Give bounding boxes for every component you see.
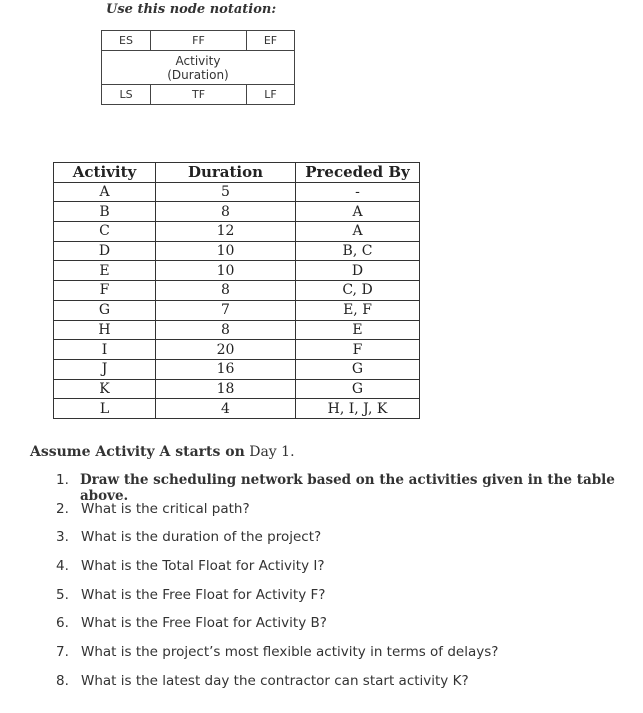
cell-preceded-by: E, F [296,300,420,320]
duration-label: (Duration) [167,67,229,82]
header-preceded-by: Preceded By [296,163,420,183]
question-text: What is the project’s most flexible activity in terms of delays? [81,644,499,661]
intro-text [30,444,295,460]
question-item [56,558,643,587]
question-item [56,615,643,644]
question-number: 3. [56,529,69,546]
question-number: 8. [56,672,69,689]
cell-preceded-by: C, D [296,281,420,301]
table-row [54,241,420,261]
table-row [54,300,420,320]
cell-activity: H [54,320,156,340]
cell-preceded-by: G [296,359,420,379]
es-label: ES [102,31,151,50]
cell-activity: G [54,300,156,320]
table-header-row [54,163,420,183]
cell-duration: 7 [156,300,296,320]
cell-activity: L [54,399,156,419]
ls-label: LS [102,85,151,104]
cell-duration: 10 [156,261,296,281]
table-row [54,399,420,419]
table-row [54,281,420,301]
cell-preceded-by: A [296,222,420,242]
cell-activity: B [54,202,156,222]
cell-duration: 4 [156,399,296,419]
notation-title: Use this node notation: [106,2,277,17]
cell-preceded-by: D [296,261,420,281]
table-row [54,222,420,242]
cell-activity: F [54,281,156,301]
question-item [56,644,643,673]
cell-preceded-by: E [296,320,420,340]
question-number: 2. [56,500,69,517]
activity-table [53,162,420,419]
cell-duration: 12 [156,222,296,242]
cell-activity: K [54,379,156,399]
cell-activity: E [54,261,156,281]
cell-preceded-by: H, I, J, K [296,399,420,419]
question-item [56,501,643,530]
question-text: What is the Free Float for Activity B? [81,615,327,632]
cell-duration: 8 [156,202,296,222]
cell-preceded-by: B, C [296,241,420,261]
question-text: What is the latest day the contractor can start activity K? [81,672,469,689]
question-list [56,472,643,702]
cell-duration: 16 [156,359,296,379]
node-top-row [102,31,294,51]
intro-rest: Day 1. [244,444,295,460]
cell-preceded-by: F [296,340,420,360]
node-notation-diagram [101,30,295,105]
question-item [56,587,643,616]
cell-preceded-by: A [296,202,420,222]
tf-label: TF [151,85,247,104]
question-number: 1. [56,472,69,488]
cell-duration: 5 [156,182,296,202]
cell-duration: 18 [156,379,296,399]
header-duration: Duration [156,163,296,183]
table-row [54,261,420,281]
ef-label: EF [263,34,278,47]
cell-activity: D [54,241,156,261]
table-row [54,182,420,202]
cell-duration: 10 [156,241,296,261]
question-text: What is the duration of the project? [81,529,322,546]
question-item [56,529,643,558]
table-row [54,340,420,360]
table-row [54,359,420,379]
cell-activity: C [54,222,156,242]
node-bottom-row [102,84,294,104]
cell-preceded-by: G [296,379,420,399]
question-text: What is the Free Float for Activity F? [81,586,326,603]
node-middle [102,51,294,84]
question-text: What is the Total Float for Activity I? [81,558,325,575]
table-row [54,320,420,340]
question-item [56,673,643,702]
question-number: 6. [56,615,69,632]
cell-activity: I [54,340,156,360]
question-number: 4. [56,558,69,575]
lf-label: LF [264,88,277,101]
cell-preceded-by: - [296,182,420,202]
question-item [56,472,643,504]
table-row [54,202,420,222]
cell-duration: 20 [156,340,296,360]
question-number: 5. [56,586,69,603]
activity-label: Activity [175,53,221,68]
cell-activity: A [54,182,156,202]
intro-bold: Assume Activity A starts on [30,444,245,460]
question-text: What is the critical path? [81,500,250,517]
table-row [54,379,420,399]
header-activity: Activity [54,163,156,183]
cell-duration: 8 [156,320,296,340]
cell-duration: 8 [156,281,296,301]
ff-label: FF [151,31,247,50]
question-number: 7. [56,644,69,661]
cell-activity: J [54,359,156,379]
question-text: Draw the scheduling network based on the activities given in the table above. [79,472,615,504]
